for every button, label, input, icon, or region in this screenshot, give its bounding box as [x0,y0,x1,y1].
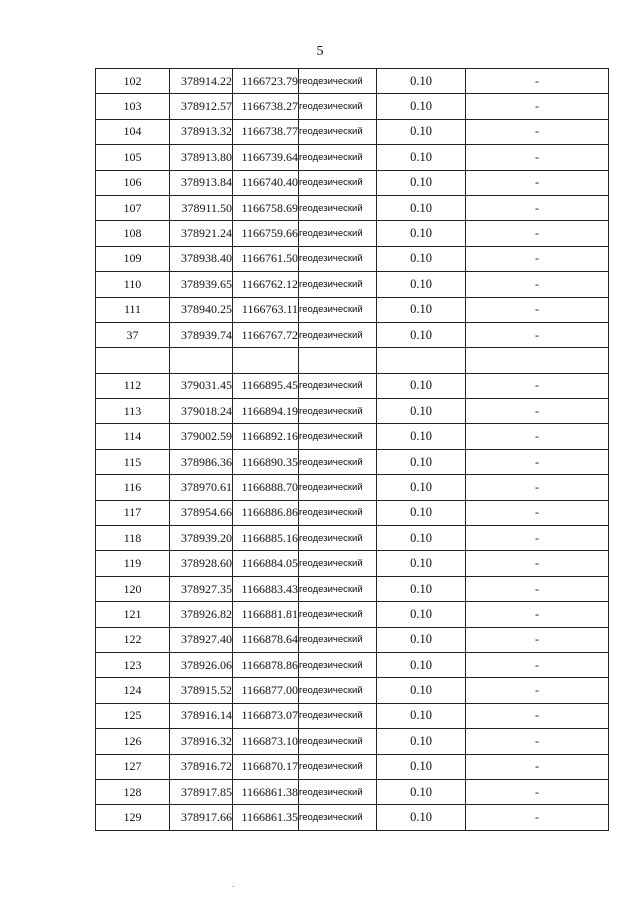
x-coordinate-cell: 378939.74 [170,322,233,347]
description-cell: - [466,551,609,576]
method-cell: геодезический [299,373,377,398]
point-number-cell: 118 [96,526,170,551]
point-number-cell: 126 [96,729,170,754]
description-cell: - [466,373,609,398]
accuracy-cell: 0.10 [377,195,466,220]
accuracy-cell: 0.10 [377,94,466,119]
description-cell: - [466,69,609,94]
accuracy-cell: 0.10 [377,475,466,500]
table-row [96,602,609,627]
x-coordinate-cell: 378954.66 [170,500,233,525]
y-coordinate-cell [233,348,299,373]
accuracy-cell: 0.10 [377,221,466,246]
y-coordinate-cell: 1166758.69 [233,195,299,220]
table-row [96,221,609,246]
point-number-cell: 119 [96,551,170,576]
x-coordinate-cell: 378914.22 [170,69,233,94]
point-number-cell: 124 [96,678,170,703]
method-cell: геодезический [299,449,377,474]
y-coordinate-cell: 1166886.86 [233,500,299,525]
y-coordinate-cell: 1166761.50 [233,246,299,271]
table-row [96,805,609,830]
coordinates-table [95,68,609,831]
point-number-cell: 128 [96,779,170,804]
x-coordinate-cell: 378915.52 [170,678,233,703]
y-coordinate-cell: 1166738.27 [233,94,299,119]
method-cell [299,348,377,373]
point-number-cell: 114 [96,424,170,449]
x-coordinate-cell: 378926.06 [170,652,233,677]
description-cell: - [466,678,609,703]
method-cell: геодезический [299,754,377,779]
description-cell: - [466,170,609,195]
x-coordinate-cell: 378913.80 [170,145,233,170]
x-coordinate-cell: 378916.72 [170,754,233,779]
point-number-cell: 129 [96,805,170,830]
table-row [96,272,609,297]
accuracy-cell: 0.10 [377,500,466,525]
description-cell: - [466,449,609,474]
table-row [96,576,609,601]
method-cell: геодезический [299,424,377,449]
accuracy-cell: 0.10 [377,805,466,830]
accuracy-cell: 0.10 [377,170,466,195]
accuracy-cell: 0.10 [377,754,466,779]
table-row [96,475,609,500]
x-coordinate-cell: 378913.32 [170,119,233,144]
point-number-cell: 110 [96,272,170,297]
accuracy-cell: 0.10 [377,373,466,398]
table-row [96,754,609,779]
method-cell: геодезический [299,602,377,627]
method-cell: геодезический [299,272,377,297]
accuracy-cell: 0.10 [377,526,466,551]
x-coordinate-cell: 378921.24 [170,221,233,246]
point-number-cell: 102 [96,69,170,94]
method-cell: геодезический [299,297,377,322]
x-coordinate-cell: 378916.14 [170,703,233,728]
point-number-cell: 105 [96,145,170,170]
point-number-cell: 115 [96,449,170,474]
description-cell: - [466,627,609,652]
description-cell: - [466,221,609,246]
point-number-cell: 112 [96,373,170,398]
method-cell: геодезический [299,652,377,677]
method-cell: геодезический [299,170,377,195]
table-row [96,195,609,220]
point-number-cell: 113 [96,399,170,424]
point-number-cell: 125 [96,703,170,728]
method-cell: геодезический [299,678,377,703]
description-cell: - [466,272,609,297]
x-coordinate-cell: 378927.40 [170,627,233,652]
y-coordinate-cell: 1166878.86 [233,652,299,677]
point-number-cell: 103 [96,94,170,119]
method-cell: геодезический [299,221,377,246]
accuracy-cell: 0.10 [377,627,466,652]
description-cell: - [466,399,609,424]
accuracy-cell [377,348,466,373]
x-coordinate-cell: 378917.66 [170,805,233,830]
accuracy-cell: 0.10 [377,69,466,94]
table-row [96,373,609,398]
accuracy-cell: 0.10 [377,297,466,322]
accuracy-cell: 0.10 [377,145,466,170]
y-coordinate-cell: 1166888.70 [233,475,299,500]
description-cell: - [466,805,609,830]
coordinates-table-body [96,69,609,831]
accuracy-cell: 0.10 [377,703,466,728]
description-cell: - [466,576,609,601]
table-row [96,119,609,144]
method-cell: геодезический [299,576,377,601]
x-coordinate-cell [170,348,233,373]
description-cell: - [466,703,609,728]
table-row [96,399,609,424]
description-cell: - [466,779,609,804]
point-number-cell: 127 [96,754,170,779]
accuracy-cell: 0.10 [377,449,466,474]
table-row [96,678,609,703]
footer-mark: . [232,880,234,889]
table-row [96,170,609,195]
description-cell: - [466,729,609,754]
method-cell: геодезический [299,475,377,500]
x-coordinate-cell: 379018.24 [170,399,233,424]
description-cell: - [466,195,609,220]
method-cell: геодезический [299,500,377,525]
point-number-cell: 104 [96,119,170,144]
point-number-cell: 116 [96,475,170,500]
x-coordinate-cell: 378912.57 [170,94,233,119]
accuracy-cell: 0.10 [377,652,466,677]
point-number-cell: 122 [96,627,170,652]
table-row [96,703,609,728]
x-coordinate-cell: 378916.32 [170,729,233,754]
point-number-cell: 117 [96,500,170,525]
y-coordinate-cell: 1166739.64 [233,145,299,170]
y-coordinate-cell: 1166759.66 [233,221,299,246]
y-coordinate-cell: 1166873.07 [233,703,299,728]
method-cell: геодезический [299,526,377,551]
method-cell: геодезический [299,119,377,144]
method-cell: геодезический [299,805,377,830]
table-row [96,424,609,449]
y-coordinate-cell: 1166767.72 [233,322,299,347]
method-cell: геодезический [299,145,377,170]
table-row [96,322,609,347]
table-row [96,246,609,271]
y-coordinate-cell: 1166740.40 [233,170,299,195]
method-cell: геодезический [299,69,377,94]
point-number-cell: 108 [96,221,170,246]
accuracy-cell: 0.10 [377,602,466,627]
table-row [96,94,609,119]
accuracy-cell: 0.10 [377,424,466,449]
y-coordinate-cell: 1166877.00 [233,678,299,703]
description-cell: - [466,94,609,119]
y-coordinate-cell: 1166723.79 [233,69,299,94]
point-number-cell: 109 [96,246,170,271]
method-cell: геодезический [299,399,377,424]
x-coordinate-cell: 378970.61 [170,475,233,500]
method-cell: геодезический [299,322,377,347]
x-coordinate-cell: 378913.84 [170,170,233,195]
page-number: 5 [316,44,324,59]
description-cell: - [466,652,609,677]
point-number-cell [96,348,170,373]
x-coordinate-cell: 378938.40 [170,246,233,271]
y-coordinate-cell: 1166878.64 [233,627,299,652]
description-cell: - [466,119,609,144]
table-row [96,779,609,804]
description-cell: - [466,246,609,271]
accuracy-cell: 0.10 [377,119,466,144]
method-cell: геодезический [299,94,377,119]
accuracy-cell: 0.10 [377,399,466,424]
accuracy-cell: 0.10 [377,551,466,576]
point-number-cell: 123 [96,652,170,677]
description-cell: - [466,500,609,525]
y-coordinate-cell: 1166895.45 [233,373,299,398]
point-number-cell: 111 [96,297,170,322]
table-row [96,729,609,754]
y-coordinate-cell: 1166873.10 [233,729,299,754]
method-cell: геодезический [299,246,377,271]
point-number-cell: 106 [96,170,170,195]
table-row [96,652,609,677]
accuracy-cell: 0.10 [377,678,466,703]
description-cell: - [466,475,609,500]
y-coordinate-cell: 1166738.77 [233,119,299,144]
table-row [96,145,609,170]
y-coordinate-cell: 1166870.17 [233,754,299,779]
table-row [96,551,609,576]
table-row [96,627,609,652]
x-coordinate-cell: 379031.45 [170,373,233,398]
y-coordinate-cell: 1166762.12 [233,272,299,297]
x-coordinate-cell: 378911.50 [170,195,233,220]
description-cell [466,348,609,373]
y-coordinate-cell: 1166883.43 [233,576,299,601]
x-coordinate-cell: 378927.35 [170,576,233,601]
description-cell: - [466,424,609,449]
method-cell: геодезический [299,195,377,220]
x-coordinate-cell: 378939.20 [170,526,233,551]
table-row [96,449,609,474]
table-row [96,500,609,525]
table-row [96,69,609,94]
table-row [96,526,609,551]
x-coordinate-cell: 378939.65 [170,272,233,297]
y-coordinate-cell: 1166885.16 [233,526,299,551]
description-cell: - [466,754,609,779]
point-number-cell: 107 [96,195,170,220]
y-coordinate-cell: 1166894.19 [233,399,299,424]
description-cell: - [466,322,609,347]
y-coordinate-cell: 1166890.35 [233,449,299,474]
method-cell: геодезический [299,779,377,804]
y-coordinate-cell: 1166763.11 [233,297,299,322]
y-coordinate-cell: 1166881.81 [233,602,299,627]
accuracy-cell: 0.10 [377,779,466,804]
method-cell: геодезический [299,703,377,728]
method-cell: геодезический [299,551,377,576]
point-number-cell: 120 [96,576,170,601]
y-coordinate-cell: 1166861.35 [233,805,299,830]
table-row [96,348,609,373]
table-row [96,297,609,322]
x-coordinate-cell: 378928.60 [170,551,233,576]
x-coordinate-cell: 378926.82 [170,602,233,627]
method-cell: геодезический [299,627,377,652]
accuracy-cell: 0.10 [377,576,466,601]
accuracy-cell: 0.10 [377,322,466,347]
method-cell: геодезический [299,729,377,754]
y-coordinate-cell: 1166892.16 [233,424,299,449]
x-coordinate-cell: 378986.36 [170,449,233,474]
point-number-cell: 121 [96,602,170,627]
accuracy-cell: 0.10 [377,272,466,297]
description-cell: - [466,145,609,170]
description-cell: - [466,602,609,627]
point-number-cell: 37 [96,322,170,347]
description-cell: - [466,297,609,322]
x-coordinate-cell: 378940.25 [170,297,233,322]
description-cell: - [466,526,609,551]
x-coordinate-cell: 379002.59 [170,424,233,449]
accuracy-cell: 0.10 [377,729,466,754]
y-coordinate-cell: 1166884.05 [233,551,299,576]
accuracy-cell: 0.10 [377,246,466,271]
y-coordinate-cell: 1166861.38 [233,779,299,804]
x-coordinate-cell: 378917.85 [170,779,233,804]
